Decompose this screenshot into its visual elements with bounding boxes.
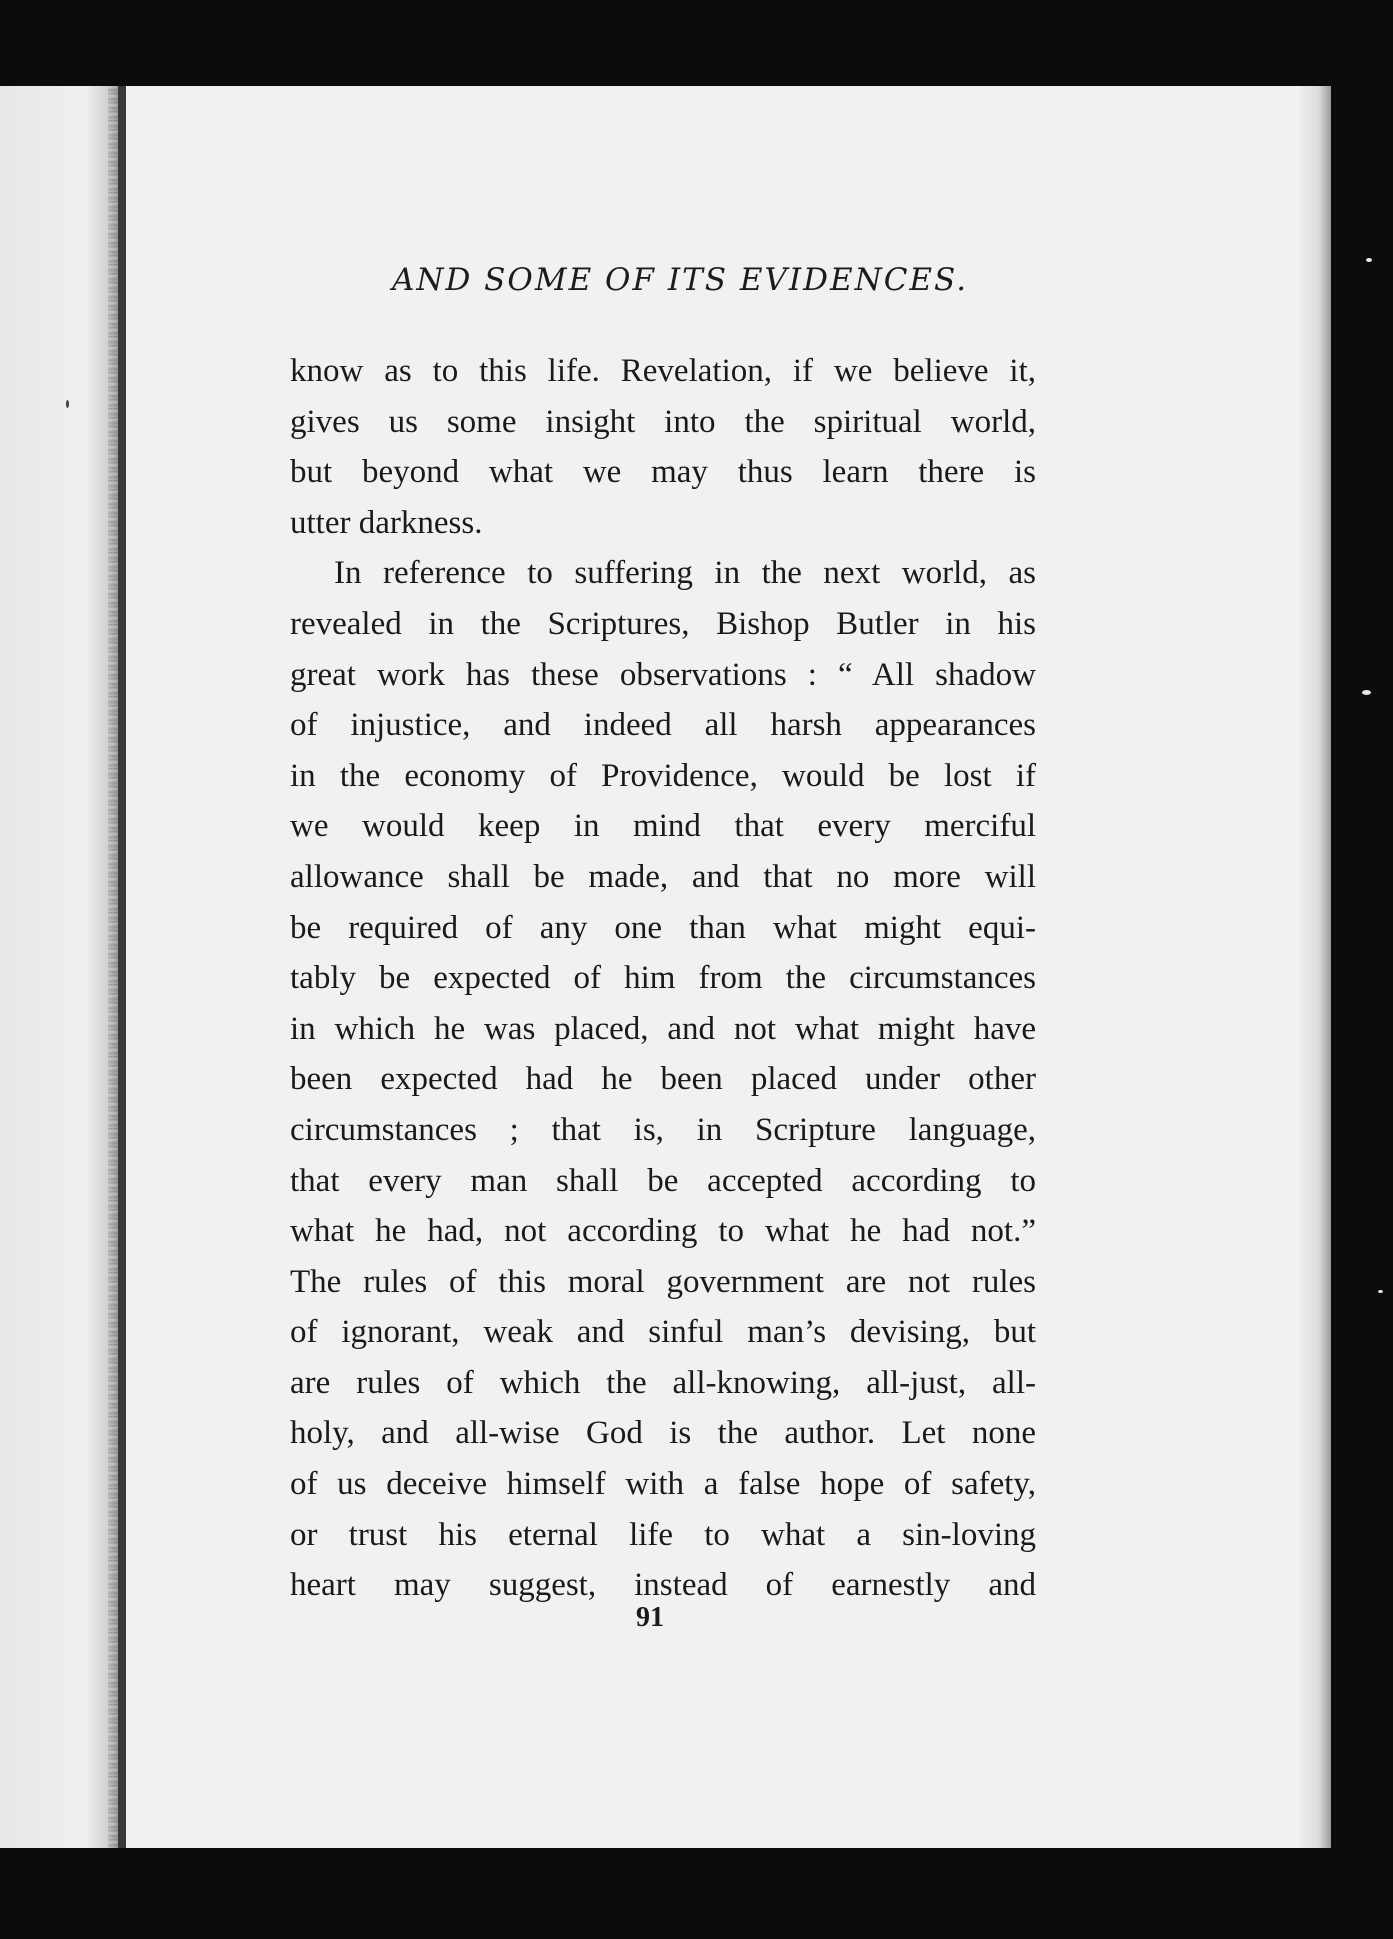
dust-speck [66, 400, 69, 408]
text-line: of injustice, and indeed all harsh appearances [290, 707, 1036, 744]
text-line: The rules of this moral government are not rules [290, 1263, 1036, 1300]
dust-speck [1362, 690, 1371, 695]
text-line: are rules of which the all-knowing, all-just, all- [290, 1364, 1036, 1401]
text-line: of ignorant, weak and sinful man’s devising, but [290, 1314, 1036, 1351]
text-line: what he had, not according to what he had not.” [290, 1213, 1036, 1250]
text-line: or trust his eternal life to what a sin-loving [290, 1516, 1036, 1553]
text-line: utter darkness. [290, 504, 483, 541]
text-line: holy, and all-wise God is the author. Let none [290, 1415, 1036, 1452]
book-gutter [118, 86, 126, 1848]
text-line: circumstances ; that is, in Scripture language, [290, 1111, 1036, 1148]
text-line: know as to this life. Revelation, if we believe it, [290, 353, 1036, 389]
text-line: tably be expected of him from the circumstances [290, 960, 1036, 997]
text-line: in which he was placed, and not what might have [290, 1010, 1036, 1047]
left-page-edge [0, 86, 122, 1848]
text-line: we would keep in mind that every merciful [290, 808, 1036, 845]
text-line: gives us some insight into the spiritual world, [290, 403, 1036, 440]
text-line: In reference to suffering in the next world, as [334, 555, 1036, 592]
text-line: of us deceive himself with a false hope of safety, [290, 1466, 1036, 1503]
text-line: in the economy of Providence, would be lost if [290, 757, 1036, 794]
body-text [290, 346, 1036, 1611]
dust-speck [1378, 1290, 1383, 1293]
text-line: be required of any one than what might equi- [290, 909, 1036, 946]
page-number: 91 [636, 1602, 664, 1633]
right-page-shading [1300, 86, 1331, 1848]
text-line: great work has these observations : “ All shadow [290, 656, 1036, 693]
text-line: that every man shall be accepted according to [290, 1162, 1036, 1199]
text-line: revealed in the Scriptures, Bishop Butler in his [290, 605, 1036, 642]
text-line: allowance shall be made, and that no more will [290, 858, 1036, 895]
text-line: heart may suggest, instead of earnestly and [290, 1567, 1036, 1604]
running-head: AND SOME OF ITS EVIDENCES. [391, 262, 969, 298]
text-line: been expected had he been placed under other [290, 1061, 1036, 1098]
text-line: but beyond what we may thus learn there is [290, 454, 1036, 491]
dust-speck [1366, 258, 1372, 262]
